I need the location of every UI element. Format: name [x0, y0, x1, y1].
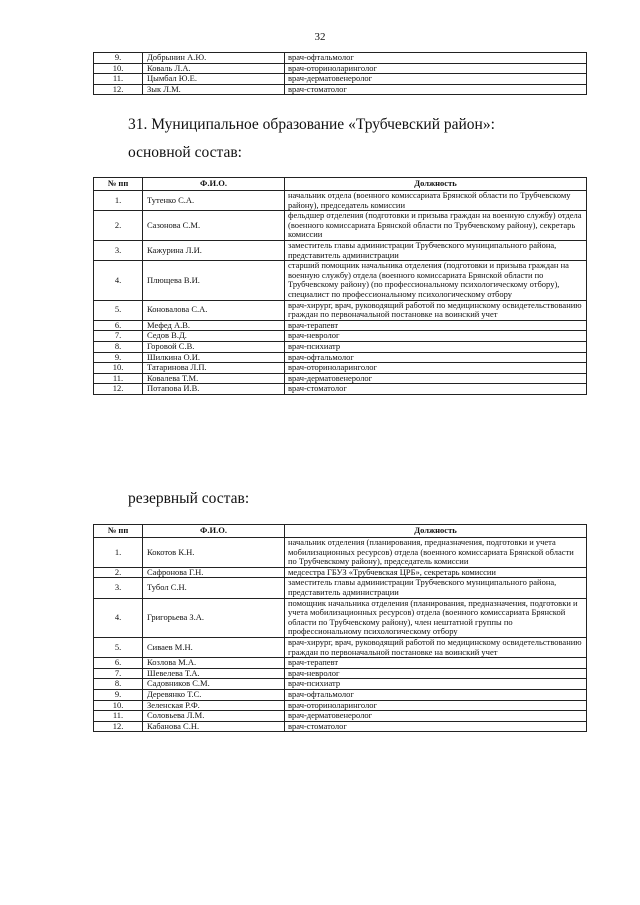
person-position: врач-хирург, врач, руководящий работой по медицинскому освидетельствованию граждан по первоначальной постановке на воинский учет	[285, 637, 587, 657]
person-position: помощник начальника отделения (планирования, предназначения, подготовки и учета мобилизационных ресурсов) отдела (военного комиссариата Брянской области по Трубчевскому району), член нештатной группы по профессиональному психологическому отбору	[285, 598, 587, 637]
person-name: Коваль Л.А.	[143, 63, 285, 74]
person-name: Зык Л.М.	[143, 84, 285, 95]
table-row	[94, 261, 587, 300]
person-name: Шилкина О.И.	[143, 352, 285, 363]
row-number: 10.	[94, 63, 143, 74]
row-number: 7.	[94, 668, 143, 679]
person-position: врач-стоматолог	[285, 721, 587, 732]
person-name: Кажурина Л.И.	[143, 240, 285, 260]
person-name: Седов В.Д.	[143, 331, 285, 342]
person-name: Зеленская Р.Ф.	[143, 700, 285, 711]
table-row	[94, 711, 587, 722]
table-row	[94, 211, 587, 241]
table-row	[94, 700, 587, 711]
row-number: 2.	[94, 567, 143, 578]
table-header-row	[94, 178, 587, 191]
row-number: 3.	[94, 240, 143, 260]
person-name: Цымбал Ю.Е.	[143, 74, 285, 85]
person-name: Сазонова С.М.	[143, 211, 285, 241]
row-number: 12.	[94, 721, 143, 732]
person-position: врач-оториноларинголог	[285, 63, 587, 74]
person-name: Татаринова Л.П.	[143, 363, 285, 374]
row-number: 12.	[94, 384, 143, 395]
table-row	[94, 679, 587, 690]
main-table	[93, 177, 587, 395]
person-position: врач-хирург, врач, руководящий работой по медицинскому освидетельствованию граждан по первоначальной постановке на воинский учет	[285, 300, 587, 320]
person-position: врач-офтальмолог	[285, 352, 587, 363]
row-number: 10.	[94, 700, 143, 711]
person-name: Ковалева Т.М.	[143, 373, 285, 384]
table-row	[94, 320, 587, 331]
row-number: 11.	[94, 373, 143, 384]
section-heading: 31. Муниципальное образование «Трубчевский район»:	[128, 116, 495, 133]
page-number: 32	[314, 31, 326, 43]
table-row	[94, 384, 587, 395]
person-name: Кабанова С.Н.	[143, 721, 285, 732]
row-number: 10.	[94, 363, 143, 374]
person-name: Потапова И.В.	[143, 384, 285, 395]
table-row	[94, 84, 587, 95]
row-number: 11.	[94, 711, 143, 722]
person-position: начальник отделения (планирования, предназначения, подготовки и учета мобилизационных ресурсов) отдела (военного комиссариата Брянской области по Трубчевскому району), председатель комиссии	[285, 538, 587, 568]
table-row	[94, 63, 587, 74]
person-position: фельдшер отделения (подготовки и призыва граждан на военную службу) отдела (военного комиссариата Брянской области по Трубчевскому району), секретарь комиссии	[285, 211, 587, 241]
row-number: 9.	[94, 689, 143, 700]
row-number: 7.	[94, 331, 143, 342]
main-composition-heading: основной состав:	[128, 144, 242, 161]
person-name: Садовников С.М.	[143, 679, 285, 690]
table-row	[94, 538, 587, 568]
person-position: врач-стоматолог	[285, 384, 587, 395]
row-number: 6.	[94, 658, 143, 669]
person-name: Козлова М.А.	[143, 658, 285, 669]
person-name: Кокотов К.Н.	[143, 538, 285, 568]
row-number: 4.	[94, 598, 143, 637]
table-row	[94, 352, 587, 363]
row-number: 8.	[94, 341, 143, 352]
person-name: Тубол С.Н.	[143, 578, 285, 598]
row-number: 9.	[94, 53, 143, 64]
person-position: врач-терапевт	[285, 658, 587, 669]
row-number: 2.	[94, 211, 143, 241]
header-num: № пп	[94, 525, 143, 538]
person-position: врач-оториноларинголог	[285, 363, 587, 374]
table-header-row	[94, 525, 587, 538]
person-position: врач-оториноларинголог	[285, 700, 587, 711]
reserve-composition-heading: резервный состав:	[128, 490, 250, 507]
row-number: 1.	[94, 538, 143, 568]
person-position: заместитель главы администрации Трубчевского муниципального района, представитель администрации	[285, 240, 587, 260]
table-row	[94, 373, 587, 384]
person-name: Деревянко Т.С.	[143, 689, 285, 700]
table-row	[94, 598, 587, 637]
row-number: 11.	[94, 74, 143, 85]
person-position: врач-психиатр	[285, 341, 587, 352]
person-name: Григорьева З.А.	[143, 598, 285, 637]
person-name: Плющева В.И.	[143, 261, 285, 300]
table-row	[94, 53, 587, 64]
person-position: врач-стоматолог	[285, 84, 587, 95]
row-number: 1.	[94, 191, 143, 211]
person-name: Сафронова Г.Н.	[143, 567, 285, 578]
header-name: Ф.И.О.	[143, 178, 285, 191]
table-row	[94, 331, 587, 342]
header-name: Ф.И.О.	[143, 525, 285, 538]
reserve-table	[93, 524, 587, 732]
table-row	[94, 658, 587, 669]
row-number: 3.	[94, 578, 143, 598]
top-table-body	[94, 53, 587, 95]
main-table-body	[94, 191, 587, 395]
person-name: Мефед А.В.	[143, 320, 285, 331]
person-position: врач-невролог	[285, 668, 587, 679]
row-number: 5.	[94, 300, 143, 320]
row-number: 6.	[94, 320, 143, 331]
person-name: Сиваев М.Н.	[143, 637, 285, 657]
table-row	[94, 578, 587, 598]
table-row	[94, 341, 587, 352]
person-position: начальник отдела (военного комиссариата Брянской области по Трубчевскому району), председатель комиссии	[285, 191, 587, 211]
person-position: медсестра ГБУЗ «Трубчевская ЦРБ», секретарь комиссии	[285, 567, 587, 578]
table-row	[94, 300, 587, 320]
row-number: 5.	[94, 637, 143, 657]
person-position: врач-дерматовенеролог	[285, 711, 587, 722]
top-table	[93, 52, 587, 95]
person-name: Тутенко С.А.	[143, 191, 285, 211]
person-position: врач-офтальмолог	[285, 53, 587, 64]
person-name: Шевелева Т.А.	[143, 668, 285, 679]
row-number: 4.	[94, 261, 143, 300]
person-position: заместитель главы администрации Трубчевского муниципального района, представитель администрации	[285, 578, 587, 598]
person-position: врач-терапевт	[285, 320, 587, 331]
table-row	[94, 637, 587, 657]
person-name: Добрынин А.Ю.	[143, 53, 285, 64]
person-name: Коновалова С.А.	[143, 300, 285, 320]
row-number: 9.	[94, 352, 143, 363]
table-row	[94, 191, 587, 211]
header-position: Должность	[285, 525, 587, 538]
header-num: № пп	[94, 178, 143, 191]
person-position: старший помощник начальника отделения (подготовки и призыва граждан на военную службу) отдела (военного комиссариата Брянской области по Трубчевскому району) (по профессиональному психологическому отбору), специалист по профессиональному психологическому отбору	[285, 261, 587, 300]
person-position: врач-офтальмолог	[285, 689, 587, 700]
table-row	[94, 721, 587, 732]
table-row	[94, 668, 587, 679]
table-row	[94, 240, 587, 260]
person-position: врач-дерматовенеролог	[285, 74, 587, 85]
person-position: врач-дерматовенеролог	[285, 373, 587, 384]
table-row	[94, 567, 587, 578]
row-number: 12.	[94, 84, 143, 95]
header-position: Должность	[285, 178, 587, 191]
person-position: врач-невролог	[285, 331, 587, 342]
row-number: 8.	[94, 679, 143, 690]
person-name: Соловьева Л.М.	[143, 711, 285, 722]
table-row	[94, 689, 587, 700]
person-position: врач-психиатр	[285, 679, 587, 690]
person-name: Горовой С.В.	[143, 341, 285, 352]
table-row	[94, 363, 587, 374]
reserve-table-body	[94, 538, 587, 732]
table-row	[94, 74, 587, 85]
